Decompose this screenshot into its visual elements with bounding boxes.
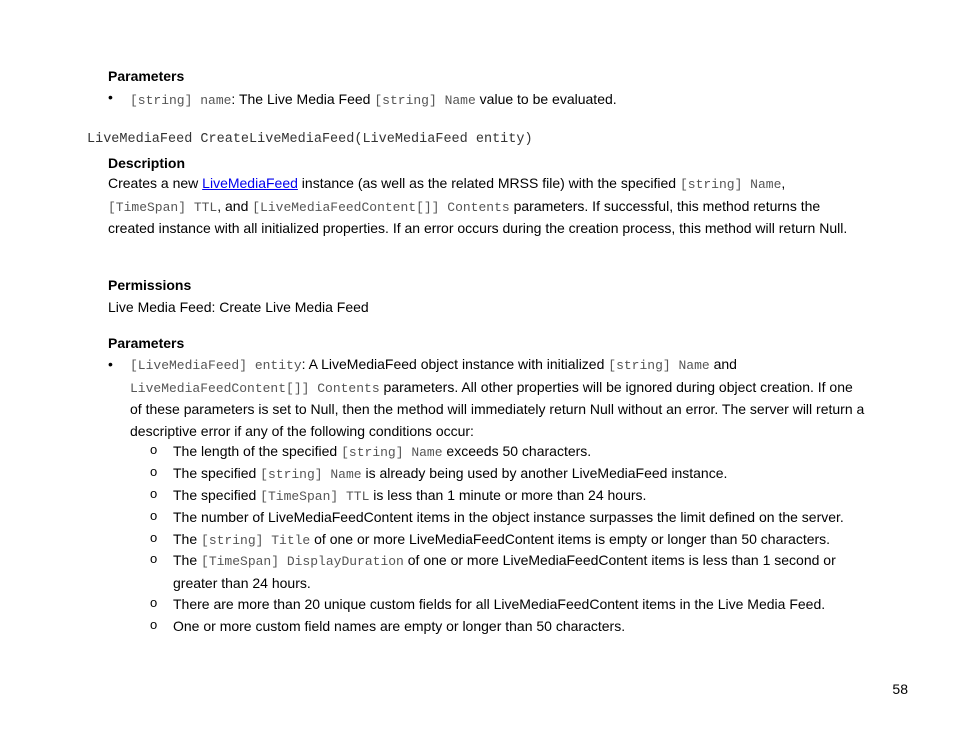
code-text: [string] Title xyxy=(201,533,311,548)
condition-text: The xyxy=(173,531,202,547)
code-text: [string] name xyxy=(130,93,232,108)
parameters-heading: Parameters xyxy=(108,68,185,84)
condition-text: The xyxy=(173,552,202,568)
code-text: [string] Name xyxy=(341,445,443,460)
param-text: value to be evaluated. xyxy=(475,91,617,107)
circle-bullet-icon: o xyxy=(150,464,158,479)
page-number: 58 xyxy=(892,681,908,697)
circle-bullet-icon: o xyxy=(150,486,158,501)
condition-text: The length of the specified xyxy=(173,443,342,459)
condition-text: There are more than 20 unique custom fields for all LiveMediaFeedContent items in the Live Media Feed. xyxy=(173,596,826,612)
param-text: parameters. All other properties will be ignored during object creation. If one of these parameters is set to Null, then the method will immediately return Null without an error. The server will return a descriptive error if any of the following conditions occur: xyxy=(130,378,865,440)
condition-text: One or more custom field names are empty or longer than 50 characters. xyxy=(173,618,626,634)
parameter-bullet xyxy=(108,356,868,446)
desc-text: , and xyxy=(217,197,253,214)
description-text xyxy=(108,173,868,240)
desc-text: parameters. If successful, this method returns the created instance with all initialized properties. If an error occurs during the creation process, this method will return Null. xyxy=(108,197,848,237)
bullet-icon: • xyxy=(108,89,113,105)
circle-bullet-icon: o xyxy=(150,442,158,457)
code-text: [TimeSpan] DisplayDuration xyxy=(201,554,404,569)
condition-text: The specified xyxy=(173,465,261,481)
desc-text: , xyxy=(781,175,786,191)
param-text: : The Live Media Feed xyxy=(231,91,375,107)
code-text: LiveMediaFeedContent[]] Contents xyxy=(130,380,380,396)
parameters-heading: Parameters xyxy=(108,335,185,351)
bullet-icon: • xyxy=(108,356,113,372)
param-text: : A LiveMediaFeed object instance with initialized xyxy=(301,356,609,372)
method-signature: LiveMediaFeed CreateLiveMediaFeed(LiveMediaFeed entity) xyxy=(87,132,533,147)
condition-text: is already being used by another LiveMediaFeed instance. xyxy=(361,465,728,481)
circle-bullet-icon: o xyxy=(150,530,158,545)
code-text: [string] Name xyxy=(679,177,782,192)
condition-text: is less than 1 minute or more than 24 hours. xyxy=(369,487,647,503)
permissions-text: Live Media Feed: Create Live Media Feed xyxy=(108,299,369,315)
parameter-bullet xyxy=(108,89,868,111)
circle-bullet-icon: o xyxy=(150,595,158,610)
permissions-heading: Permissions xyxy=(108,277,192,293)
livemediafeed-link[interactable]: LiveMediaFeed xyxy=(202,175,298,191)
code-text: [string] Name xyxy=(260,467,362,482)
desc-text: Creates a new xyxy=(108,175,203,191)
code-text: [string] Name xyxy=(374,93,476,108)
condition-text: The specified xyxy=(173,487,261,503)
code-text: [LiveMediaFeed] entity xyxy=(130,358,302,373)
condition-text: of one or more LiveMediaFeedContent items is empty or longer than 50 characters. xyxy=(310,531,831,547)
desc-text: instance (as well as the related MRSS file) with the specified xyxy=(297,175,680,191)
condition-text: The number of LiveMediaFeedContent items in the object instance surpasses the limit defined on the server. xyxy=(173,509,844,525)
circle-bullet-icon: o xyxy=(150,508,158,523)
param-text: and xyxy=(709,356,737,372)
code-text: [TimeSpan] TTL xyxy=(260,489,370,504)
condition-text: exceeds 50 characters. xyxy=(442,443,592,459)
code-text: [TimeSpan] TTL xyxy=(108,199,218,215)
condition-text: of one or more LiveMediaFeedContent items is less than 1 second or greater than 24 hours. xyxy=(173,552,836,591)
code-text: [LiveMediaFeedContent[]] Contents xyxy=(252,199,510,215)
circle-bullet-icon: o xyxy=(150,617,158,632)
description-heading: Description xyxy=(108,155,186,171)
code-text: [string] Name xyxy=(608,358,710,373)
circle-bullet-icon: o xyxy=(150,551,158,566)
